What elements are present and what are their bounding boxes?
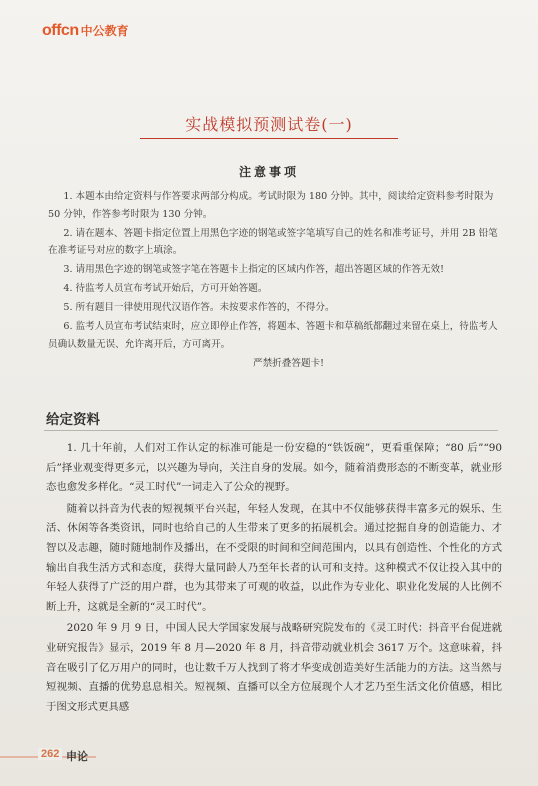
material-body <box>46 439 502 719</box>
material-paragraph: 1. 几十年前，人们对工作认定的标准可能是一份安稳的“铁饭碗”，更看重保障；“80 后”“90 后”择业观变得更多元，以兴趣为导向，关注自身的发展。如今，随着消费形态的不断变革，就业形态也愈发多样化。“灵工时代”一词走入了公众的视野。 <box>46 442 502 494</box>
notice-item: 4. 待监考人员宣布考试开始后，方可开始答题。 <box>63 283 268 294</box>
notice-list <box>48 188 500 374</box>
material-paragraph: 2020 年 9 月 9 日，中国人民大学国家发展与战略研究院发布的《灵工时代：抖音平台促进就业研究报告》显示，2019 年 8 月—2020 年 8 月，抖音带动就业机会 3617 万个。这意味着，抖音在吸引了亿万用户的同时，也让数千万人找到了将才华变成创造美好生活能力的方法。这当然与短视频、直播的优势息息相关。短视频、直播可以全方位展现个人才艺乃至生活文化价值感，相比于图文形式更具感 <box>46 622 502 713</box>
page-footer <box>0 748 538 772</box>
section-heading: 给定资料 <box>46 412 100 428</box>
publisher-logo <box>42 22 129 40</box>
logo-chinese-text: 中公教育 <box>80 24 129 38</box>
notice-warning: 严禁折叠答题卡! <box>252 357 324 369</box>
notice-item: 2. 请在题本、答题卡指定位置上用黑色字迹的钢笔或签字笔填写自己的姓名和准考证号，并用 2B 铅笔在准考证号对应的数字上填涂。 <box>48 227 498 256</box>
page-number: 262 <box>38 748 62 760</box>
notice-item: 6. 监考人员宣布考试结束时，应立即停止作答，将题本、答题卡和草稿纸都翻过来留在桌上，待监考人员确认数量无误、允许离开后，方可离开。 <box>48 321 498 350</box>
logo-latin-text: offcn <box>42 22 79 39</box>
book-title: 申论 <box>66 750 88 763</box>
section-divider <box>44 430 498 431</box>
material-paragraph: 随着以抖音为代表的短视频平台兴起，年轻人发现，在其中不仅能够获得丰富多元的娱乐、生活、休闲等各类资讯，同时也给自己的人生带来了更多的拓展机会。通过挖掘自身的创造能力、才智以及志趣，随时随地制作及播出，在不受限的时间和空间范围内，以具有创造性、个性化的方式输出自我生活方式和态度，获得大量同龄人乃至年长者的认可和支持。这种模式不仅让投入其中的年轻人获得了广泛的用户群，也为其带来了可观的收益，以此作为专业化、职业化发展的人比例不断上升，这就是全新的“灵工时代”。 <box>46 502 502 613</box>
title-underline <box>140 138 398 139</box>
notice-item: 5. 所有题目一律使用现代汉语作答。未按要求作答的，不得分。 <box>63 302 335 313</box>
notice-item: 3. 请用黑色字迹的钢笔或签字笔在答题卡上指定的区域内作答，超出答题区域的作答无效! <box>63 264 444 275</box>
exam-title: 实战模拟预测试卷(一) <box>185 115 353 134</box>
notice-item: 1. 本题本由给定资料与作答要求两部分构成。考试时限为 180 分钟。其中，阅读给定资料参考时限为 50 分钟，作答参考时限为 130 分钟。 <box>48 191 494 220</box>
notice-heading: 注意事项 <box>238 165 299 179</box>
